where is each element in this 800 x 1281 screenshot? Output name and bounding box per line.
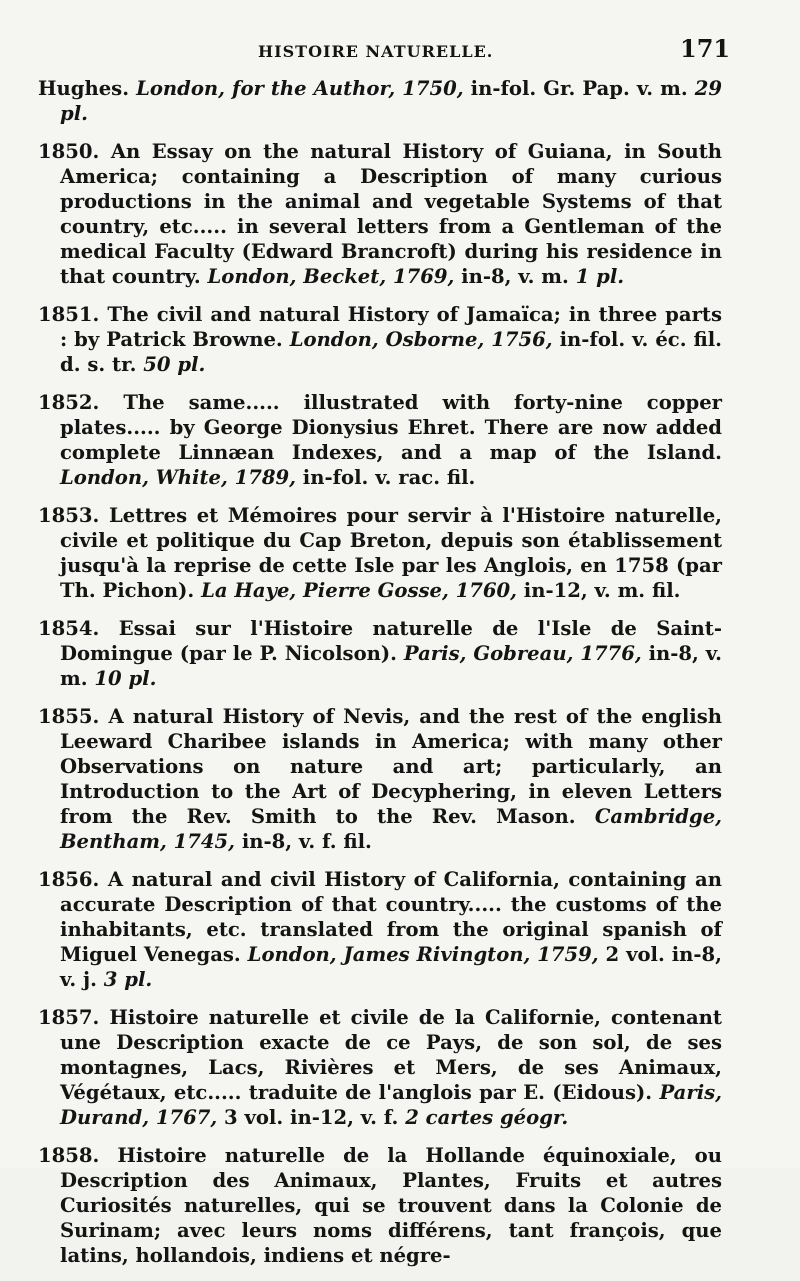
entry-plates: 10 pl.: [94, 667, 157, 690]
entry-imprint: London, White, 1789,: [60, 466, 296, 489]
page-header: [0, 34, 800, 74]
catalog-entry: [38, 1143, 722, 1268]
entry-plates: 3 pl.: [103, 968, 153, 991]
entry-imprint: Paris, Gobreau, 1776,: [403, 642, 642, 665]
entry-details: in-12, v. m. fil.: [516, 579, 681, 602]
entry-details: in-8, v. f. fil.: [235, 830, 372, 853]
page-number: 171: [680, 34, 731, 63]
entry-text: Lettres et Mémoires pour servir à l'Histoire naturelle, civile et politique du Cap Breton, depuis son établissement jusqu'à la reprise de cette Isle par les Anglois, en 1758 (par Th. Pichon).: [60, 504, 722, 602]
entry-text: The same..... illustrated with forty-nine copper plates..... by George Dionysius Ehret. There are now added complete Linnæan Indexes, and a map of the Island.: [60, 391, 722, 464]
entry-imprint: Paris, Durand, 1767,: [60, 1081, 722, 1129]
entry-number: 1857.: [38, 1006, 110, 1029]
entry-details: 3 vol. in-12, v. f.: [217, 1106, 406, 1129]
entry-details: in-8, v. m.: [60, 642, 723, 690]
entry-text: Histoire naturelle et civile de la Californie, contenant une Description exacte de ce Pays, de son sol, de ses montagnes, Lacs, Rivières et Mers, de ses Animaux, Végétaux, etc..... traduite de l'anglois par E. (Eidous).: [60, 1006, 722, 1104]
entry-number: 1858.: [38, 1144, 118, 1167]
entry-text: The civil and natural History of Jamaïca; in three parts : by Patrick Browne.: [60, 303, 722, 351]
catalog-entry: [38, 76, 722, 126]
entry-imprint: London, Osborne, 1756,: [289, 328, 553, 351]
entry-details: in-fol. v. rac. fil.: [295, 466, 476, 489]
catalog-entry: [38, 1005, 722, 1130]
catalog-entry: [38, 503, 722, 603]
entry-plates: 50 pl.: [143, 353, 206, 376]
catalog-entry: [38, 390, 722, 490]
entry-details: 2 vol. in-8, v. j.: [60, 943, 723, 991]
entry-number: 1850.: [38, 140, 111, 163]
entry-imprint: Cambridge, Bentham, 1745,: [60, 805, 722, 853]
entry-number: 1851.: [38, 303, 108, 326]
entry-number: 1853.: [38, 504, 109, 527]
entry-number: 1855.: [38, 705, 109, 728]
entry-details: in-fol. Gr. Pap. v. m.: [463, 77, 695, 100]
entry-text: A natural and civil History of California, containing an accurate Description of that country..... the customs of the inhabitants, etc. translated from the original spanish of Miguel Venegas.: [60, 868, 722, 966]
catalog-entry: [38, 867, 723, 992]
catalog-entry: [38, 302, 722, 377]
catalog-entry: [38, 616, 723, 691]
entry-imprint: La Haye, Pierre Gosse, 1760,: [201, 579, 517, 602]
entry-number: 1852.: [38, 391, 124, 414]
entry-number: 1856.: [38, 868, 108, 891]
catalog-entry: [38, 139, 722, 289]
catalog-entries: [38, 76, 723, 1281]
entry-text: Hughes.: [38, 77, 137, 100]
running-title: HISTOIRE NATURELLE.: [258, 42, 494, 61]
entry-details: in-8, v. m.: [454, 265, 576, 288]
entry-imprint: London, Becket, 1769,: [207, 265, 455, 288]
entry-details: in-fol. v. éc. fil. d. s. tr.: [60, 328, 722, 376]
entry-plates: 29 pl.: [60, 77, 722, 125]
catalog-entry: [38, 704, 722, 854]
entry-plates: 1 pl.: [575, 265, 625, 288]
entry-text: A natural History of Nevis, and the rest of the english Leeward Charibee islands in America; with many other Observations on nature and art; particularly, an Introduction to the Art of Decyphering, in eleven Letters from the Rev. Smith to the Rev. Mason.: [60, 705, 722, 828]
entry-text: Histoire naturelle de la Hollande équinoxiale, ou Description des Animaux, Plantes, Fruits et autres Curiosités naturelles, qui se trouvent dans la Colonie de Surinam; avec leurs noms différens, tant françois, que latins, hollandois, indiens et négre-: [60, 1144, 722, 1267]
entry-imprint: London, James Rivington, 1759,: [247, 943, 599, 966]
entry-number: 1854.: [38, 617, 119, 640]
entry-text: An Essay on the natural History of Guiana, in South America; containing a Description of many curious productions in the animal and vegetable Systems of that country, etc..... in several letters from a Gentleman of the medical Faculty (Edward Brancroft) during his residence in that country.: [60, 140, 722, 288]
entry-imprint: London, for the Author, 1750,: [136, 77, 464, 100]
entry-plates: 2 cartes géogr.: [405, 1106, 569, 1129]
entry-text: Essai sur l'Histoire naturelle de l'Isle de Saint-Domingue (par le P. Nicolson).: [60, 617, 722, 665]
